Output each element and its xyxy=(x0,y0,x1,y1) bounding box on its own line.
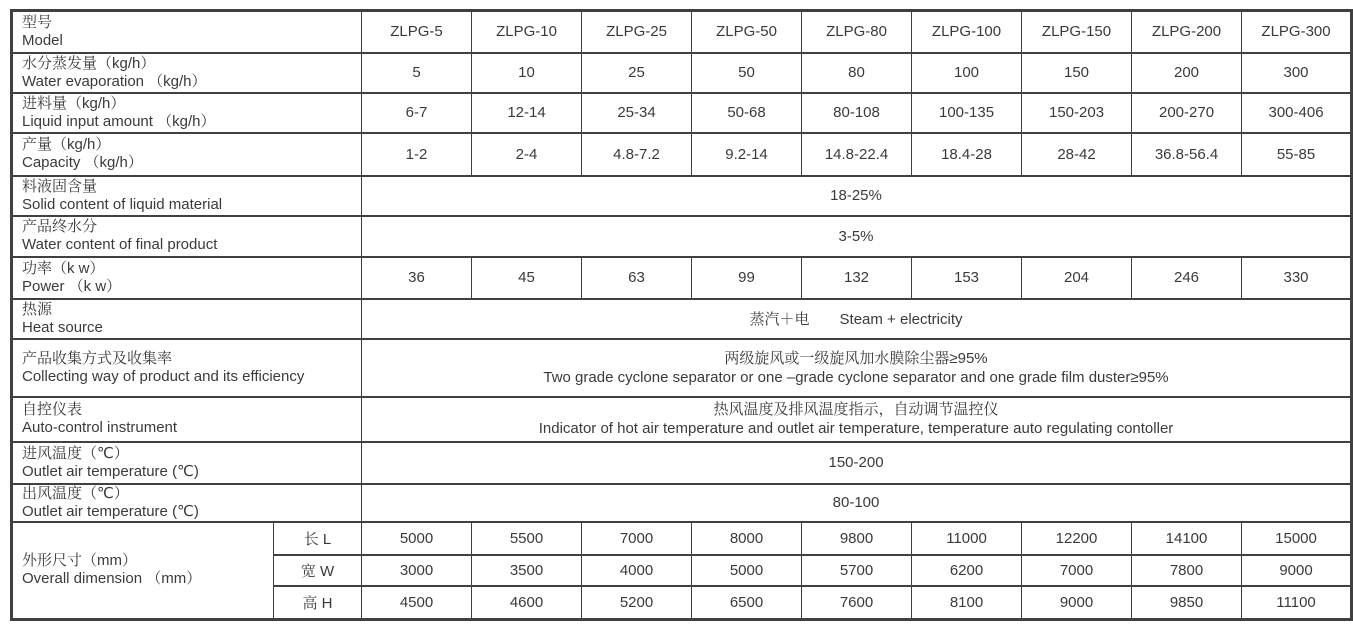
spec-value-cell: 9000 xyxy=(1242,555,1352,586)
spec-value-cell: 200 xyxy=(1132,53,1242,93)
spec-table xyxy=(10,9,1353,621)
spec-value-cell: 300 xyxy=(1242,53,1352,93)
table-row xyxy=(12,53,1352,93)
table-row xyxy=(12,133,1352,176)
row-label-cn: 热源 xyxy=(22,300,53,318)
row-label-en: Water evaporation （kg/h） xyxy=(22,72,207,90)
spec-value-cell: 80 xyxy=(802,53,912,93)
spec-value-cell: 153 xyxy=(912,257,1022,299)
row-label-auto-control xyxy=(12,397,362,442)
row-label-en: Power （k w） xyxy=(22,277,122,295)
row-label-model xyxy=(12,11,362,53)
spec-value-cell: 100 xyxy=(912,53,1022,93)
table-row xyxy=(12,299,1352,339)
spec-value-cell: 14100 xyxy=(1132,522,1242,555)
spec-value-merged: 蒸汽＋电 Steam + electricity xyxy=(362,299,1352,339)
spec-value-cell: 5500 xyxy=(472,522,582,555)
spec-value-cell: 63 xyxy=(582,257,692,299)
dimension-sub-label-length: 长 L xyxy=(274,522,362,555)
spec-value-cell: 200-270 xyxy=(1132,93,1242,133)
spec-value-cell: 11100 xyxy=(1242,586,1352,620)
spec-value-cell: 9000 xyxy=(1022,586,1132,620)
row-label-en: Liquid input amount （kg/h） xyxy=(22,112,216,130)
spec-value-cell: 50-68 xyxy=(692,93,802,133)
spec-value-cell: 150 xyxy=(1022,53,1132,93)
spec-value-cell: 25-34 xyxy=(582,93,692,133)
row-label-overall-dimension xyxy=(12,522,274,620)
model-column-header: ZLPG-10 xyxy=(472,11,582,53)
spec-value-cell: 5000 xyxy=(362,522,472,555)
spec-value-cell: 7000 xyxy=(1022,555,1132,586)
row-label-en: Model xyxy=(22,31,63,49)
row-label-cn: 进料量（kg/h） xyxy=(22,94,126,112)
spec-value-cell: 100-135 xyxy=(912,93,1022,133)
spec-value-cell: 80-108 xyxy=(802,93,912,133)
row-label-cn: 料液固含量 xyxy=(22,177,98,195)
dimension-sub-label-height: 高 H xyxy=(274,586,362,620)
row-label-final-water-content xyxy=(12,216,362,257)
spec-value-cell: 12200 xyxy=(1022,522,1132,555)
spec-value-cell: 45 xyxy=(472,257,582,299)
spec-value-cell: 3500 xyxy=(472,555,582,586)
spec-value-cell: 300-406 xyxy=(1242,93,1352,133)
model-column-header: ZLPG-5 xyxy=(362,11,472,53)
model-column-header: ZLPG-150 xyxy=(1022,11,1132,53)
spec-value-cell: 5000 xyxy=(692,555,802,586)
spec-value-merged: 80-100 xyxy=(362,484,1352,522)
model-column-header: ZLPG-80 xyxy=(802,11,912,53)
spec-value-cell: 330 xyxy=(1242,257,1352,299)
row-label-cn: 水分蒸发量（kg/h） xyxy=(22,54,156,72)
spec-value-cell: 4000 xyxy=(582,555,692,586)
row-label-cn: 产品终水分 xyxy=(22,218,98,235)
row-label-outlet-air-temperature xyxy=(12,484,362,522)
table-row xyxy=(12,216,1352,257)
spec-value-cell: 9.2-14 xyxy=(692,133,802,176)
merged-value-cn: 热风温度及排风温度指示，自动调节温控仪 xyxy=(713,401,999,418)
row-label-inlet-air-temperature xyxy=(12,442,362,484)
table-row xyxy=(12,339,1352,397)
row-label-en: Water content of final product xyxy=(22,236,218,253)
row-label-cn: 出风温度（℃） xyxy=(22,484,129,502)
spec-value-cell: 150-203 xyxy=(1022,93,1132,133)
spec-value-cell: 4600 xyxy=(472,586,582,620)
model-column-header: ZLPG-100 xyxy=(912,11,1022,53)
spec-value-cell: 99 xyxy=(692,257,802,299)
spec-value-cell: 10 xyxy=(472,53,582,93)
spec-value-cell: 2-4 xyxy=(472,133,582,176)
row-label-solid-content xyxy=(12,176,362,216)
row-label-en: Heat source xyxy=(22,318,103,336)
spec-value-cell: 7600 xyxy=(802,586,912,620)
spec-value-cell: 12-14 xyxy=(472,93,582,133)
table-row xyxy=(12,257,1352,299)
row-label-heat-source xyxy=(12,299,362,339)
spec-value-cell: 132 xyxy=(802,257,912,299)
spec-value-cell: 6-7 xyxy=(362,93,472,133)
spec-value-cell: 25 xyxy=(582,53,692,93)
table-row xyxy=(12,522,1352,555)
merged-value-en: Indicator of hot air temperature and outlet air temperature, temperature auto regulating contoller xyxy=(538,420,1174,437)
row-label-en: Capacity （kg/h） xyxy=(22,154,143,171)
row-label-cn: 产品收集方式及收集率 xyxy=(22,349,173,367)
spec-value-merged: 150-200 xyxy=(362,442,1352,484)
row-label-cn: 型号 xyxy=(22,13,53,31)
row-label-collecting-way xyxy=(12,339,362,397)
merged-value-cn: 两级旋风或一级旋风加水膜除尘器≥95% xyxy=(724,349,988,367)
row-label-cn: 自控仪表 xyxy=(22,401,83,418)
model-column-header: ZLPG-50 xyxy=(692,11,802,53)
spec-value-merged xyxy=(362,397,1352,442)
row-label-cn: 进风温度（℃） xyxy=(22,444,129,462)
dimension-sub-label-width: 宽 W xyxy=(274,555,362,586)
spec-value-cell: 5200 xyxy=(582,586,692,620)
spec-value-cell: 3000 xyxy=(362,555,472,586)
row-label-cn: 产量（kg/h） xyxy=(22,136,111,153)
spec-value-cell: 14.8-22.4 xyxy=(802,133,912,176)
spec-value-cell: 9850 xyxy=(1132,586,1242,620)
table-row xyxy=(12,484,1352,522)
spec-value-cell: 204 xyxy=(1022,257,1132,299)
row-label-en: Collecting way of product and its efficiency xyxy=(22,367,305,385)
spec-value-cell: 15000 xyxy=(1242,522,1352,555)
spec-value-cell: 5 xyxy=(362,53,472,93)
spec-value-cell: 7800 xyxy=(1132,555,1242,586)
row-label-capacity xyxy=(12,133,362,176)
spec-value-cell: 11000 xyxy=(912,522,1022,555)
spec-value-cell: 36.8-56.4 xyxy=(1132,133,1242,176)
spec-value-merged xyxy=(362,339,1352,397)
spec-value-cell: 18.4-28 xyxy=(912,133,1022,176)
row-label-en: Solid content of liquid material xyxy=(22,195,223,213)
row-label-en: Auto-control instrument xyxy=(22,419,178,436)
spec-value-cell: 6500 xyxy=(692,586,802,620)
spec-value-cell: 4500 xyxy=(362,586,472,620)
spec-value-cell: 55-85 xyxy=(1242,133,1352,176)
table-row xyxy=(12,11,1352,53)
model-column-header: ZLPG-25 xyxy=(582,11,692,53)
row-label-power xyxy=(12,257,362,299)
row-label-water-evaporation xyxy=(12,53,362,93)
spec-value-cell: 8000 xyxy=(692,522,802,555)
row-label-en: Outlet air temperature (℃) xyxy=(22,502,199,520)
spec-value-merged: 3-5% xyxy=(362,216,1352,257)
row-label-cn: 外形尺寸（mm） xyxy=(22,552,137,570)
spec-value-cell: 8100 xyxy=(912,586,1022,620)
model-column-header: ZLPG-200 xyxy=(1132,11,1242,53)
row-label-cn: 功率（k w） xyxy=(22,259,105,277)
table-row xyxy=(12,176,1352,216)
spec-value-cell: 6200 xyxy=(912,555,1022,586)
spec-value-cell: 4.8-7.2 xyxy=(582,133,692,176)
spec-value-cell: 50 xyxy=(692,53,802,93)
spec-value-cell: 7000 xyxy=(582,522,692,555)
table-row xyxy=(12,397,1352,442)
spec-value-cell: 28-42 xyxy=(1022,133,1132,176)
row-label-en: Outlet air temperature (℃) xyxy=(22,462,199,480)
spec-value-cell: 9800 xyxy=(802,522,912,555)
spec-value-cell: 36 xyxy=(362,257,472,299)
merged-value-en: Two grade cyclone separator or one –grade cyclone separator and one grade film duster≥95% xyxy=(543,368,1169,386)
row-label-en: Overall dimension （mm） xyxy=(22,570,202,588)
table-row xyxy=(12,93,1352,133)
spec-value-cell: 246 xyxy=(1132,257,1242,299)
row-label-liquid-input xyxy=(12,93,362,133)
spec-value-cell: 5700 xyxy=(802,555,912,586)
model-column-header: ZLPG-300 xyxy=(1242,11,1352,53)
table-row xyxy=(12,442,1352,484)
spec-value-merged: 18-25% xyxy=(362,176,1352,216)
spec-value-cell: 1-2 xyxy=(362,133,472,176)
